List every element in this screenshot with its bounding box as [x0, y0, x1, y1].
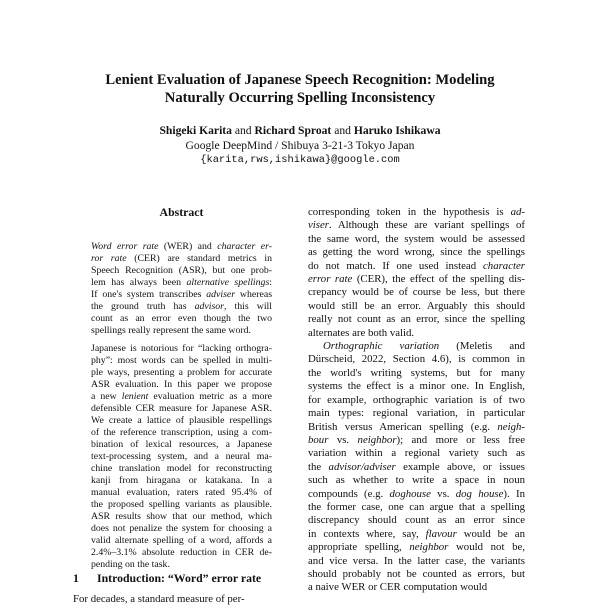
emphasis: flavour — [425, 527, 457, 540]
author-name: Shigeki Karita — [159, 124, 232, 137]
affiliation: Google DeepMind / Shibuya 3-21-3 Tokyo Japan — [185, 139, 415, 152]
text-line: Orthographic variation (Meletis and — [323, 340, 525, 353]
text-line: the world's writing systems, but for many — [308, 366, 525, 379]
text-line: discrepancy should count as an error since — [308, 514, 525, 527]
text-line: as getting the word wrong, since the spellings — [308, 246, 525, 259]
text-line: should probably not be counted as errors, but — [308, 567, 525, 580]
author-name: Richard Sproat — [254, 124, 332, 137]
emphasis: lenient — [121, 391, 149, 402]
emphasis: character er- — [217, 241, 272, 252]
text-line: bination of lexical resources, a Japanese — [91, 439, 272, 450]
text-line: a new lenient evaluation metric as a more — [91, 391, 272, 402]
text-line: pending on the task. — [91, 559, 170, 570]
text-line: lem has always been alternative spellings: — [91, 277, 272, 288]
text-line: defensible CER measure for Japanese ASR. — [91, 403, 272, 414]
emphasis: adviser — [206, 289, 236, 300]
text-line: for example, orthographic variation is of two — [308, 393, 525, 406]
text-line: the former case, one can argue that a spelling — [308, 500, 525, 513]
emphasis: dog house — [455, 487, 504, 500]
text-line: the ground truth has advisor, this will — [91, 301, 272, 312]
text-line: corresponding token in the hypothesis is ad- — [308, 206, 525, 218]
author-separator: and — [234, 124, 252, 137]
text-line: such as whether to write a space in noun — [308, 474, 525, 487]
text-line: For decades, a standard measure of per- — [73, 593, 245, 605]
text-line: alternates are both valid. — [308, 326, 415, 339]
paragraph — [308, 340, 525, 595]
emphasis: advisor/adviser — [328, 460, 396, 473]
emphasis: error rate — [308, 273, 353, 286]
text-line: Dürscheid, 2022, Section 4.6), is common in — [308, 353, 525, 366]
section-heading — [73, 570, 290, 586]
text-line: Japanese is notorious for “lacking orthogra- — [91, 343, 272, 354]
text-line: do not match. If one used instead character — [308, 259, 525, 272]
text-line: does not penalize the system for choosing a — [91, 523, 272, 534]
emphasis: Word error rate — [91, 241, 159, 252]
title-line: Naturally Occurring Spelling Inconsistency — [164, 90, 436, 106]
text-line: British versus American spelling (e.g. neigh- — [308, 420, 525, 433]
text-line: ror rate (CER) are standard metrics in — [91, 253, 272, 264]
text-line: compounds (e.g. doghouse vs. dog house). In — [308, 487, 525, 500]
text-line: ASR evaluation. In this paper we propose — [91, 379, 272, 390]
section-title: Introduction: “Word” error rate — [97, 571, 262, 585]
text-line: valid alternate spelling of a word, affords a — [91, 535, 272, 546]
paper-title — [0, 71, 600, 107]
text-line: phy”: most words can be spelled in multi- — [91, 355, 272, 366]
abstract-heading: Abstract — [159, 205, 204, 219]
section-number: 1 — [73, 571, 79, 585]
emphasis: neighbor — [409, 541, 449, 554]
emphasis: ror rate — [91, 253, 127, 264]
text-line: chine translation model for reconstructing — [91, 463, 272, 474]
emphasis: viser — [308, 219, 329, 232]
text-line: would still be an error. Arguably this should — [308, 299, 525, 312]
text-line: We create a lattice of plausible respellings — [91, 415, 272, 426]
text-line: spellings really represent the same word. — [91, 325, 251, 336]
author-email: {karita,rws,ishikawa}@google.com — [200, 154, 400, 166]
text-line: in contexts where, say, flavour would be an — [308, 527, 525, 540]
emphasis: neighbor — [357, 433, 397, 446]
text-line: the proposed spelling variants as plausible. — [91, 499, 272, 510]
text-line: of the reference transcription, using a com- — [91, 427, 272, 438]
text-line: count as an error even though the two — [91, 313, 272, 324]
emphasis: Orthographic variation — [323, 340, 440, 353]
paragraph — [91, 241, 272, 337]
emphasis: ad- — [510, 206, 525, 218]
title-line: Lenient Evaluation of Japanese Speech Recognition: Modeling — [105, 72, 495, 88]
text-line: systems the effect is a minor one. In English, — [308, 380, 525, 393]
right-column-body — [308, 206, 525, 595]
text-line: the same word, the system would be assessed — [308, 232, 525, 245]
author-separator: and — [334, 124, 351, 137]
emphasis: character — [483, 259, 525, 272]
text-line: viser. Although these are variant spellings of — [308, 219, 525, 232]
text-line: 2.4%–3.1% absolute reduction in CER de- — [91, 547, 272, 558]
text-line: bour vs. neighbor); and more or less free — [308, 433, 525, 446]
text-line: If one's system transcribes adviser whereas — [91, 289, 273, 300]
paragraph — [308, 206, 525, 340]
emphasis: advisor — [194, 301, 224, 312]
text-line: variation within a regional variety such as — [308, 447, 525, 460]
text-line: Word error rate (WER) and character er- — [91, 241, 272, 252]
author-list — [0, 123, 600, 138]
text-line: error rate (CER), the effect of the spelling dis- — [308, 273, 525, 286]
text-line: text-processing system, and a neural ma- — [91, 451, 272, 462]
text-line: a naive WER or CER computation would — [308, 581, 488, 594]
abstract-body — [91, 241, 272, 571]
text-line: kanji from hiragana or katakana. In a — [91, 475, 272, 486]
emphasis: doghouse — [389, 487, 431, 500]
emphasis: bour — [308, 433, 329, 446]
text-line: the advisor/adviser example above, or issues — [308, 460, 525, 473]
text-line: manual evaluation, raters rated 95.4% of — [91, 487, 272, 498]
text-line: crepancy would be of course be less, but there — [308, 286, 525, 299]
text-line: main types: regional variation, in particular — [308, 407, 525, 420]
paragraph — [91, 343, 272, 571]
text-line: Speech Recognition (ASR), but one prob- — [91, 265, 272, 276]
text-line: ASR results show that our method, which — [91, 511, 272, 522]
text-line: appropriate spelling, neighbor would not be, — [308, 541, 525, 554]
emphasis: alternative spellings — [186, 277, 270, 288]
author-name: Haruko Ishikawa — [353, 124, 441, 137]
text-line: ple ways, presenting a problem for accurate — [91, 367, 272, 378]
text-line: really not count as an error, since the spelling — [308, 313, 525, 326]
text-line: and vice versa. In the latter case, the variants — [308, 554, 525, 567]
emphasis: neigh- — [497, 420, 525, 433]
